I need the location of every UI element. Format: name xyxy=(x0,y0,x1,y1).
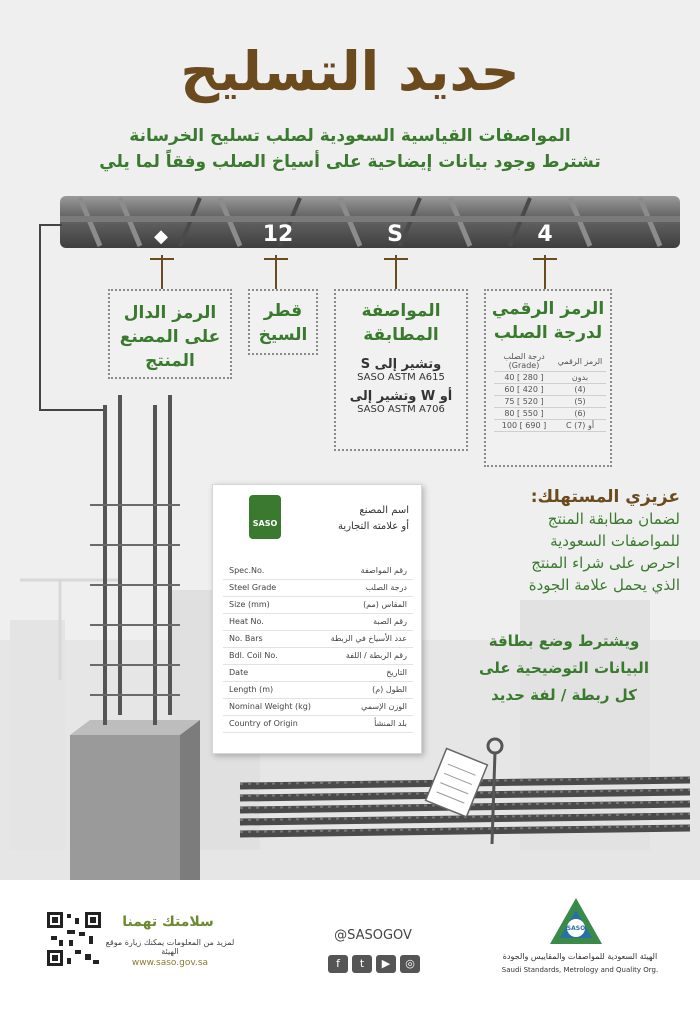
twitter-icon[interactable]: t xyxy=(352,955,372,973)
grade-cell: 40 [ 280 ] xyxy=(494,372,554,384)
requirement-line: ويشترط وضع بطاقة xyxy=(488,632,640,650)
card-row xyxy=(223,665,413,682)
card-row xyxy=(223,614,413,631)
bar-mark-spec: S xyxy=(387,222,403,247)
card-field-ar: الوزن الإسمي xyxy=(361,702,407,711)
instagram-icon[interactable]: ◎ xyxy=(400,955,420,973)
youtube-icon[interactable]: ▶ xyxy=(376,955,396,973)
diameter-label: قطر السيخ xyxy=(258,301,308,345)
card-field-en: Steel Grade xyxy=(229,583,277,592)
saso-quality-mark: SASO xyxy=(249,495,281,539)
social-handle[interactable]: @SASOGOV xyxy=(334,928,412,943)
slogan: سلامتك تهمنا xyxy=(122,914,214,930)
footer xyxy=(0,880,700,1024)
bar-mark-diameter: 12 xyxy=(262,222,294,247)
card-field-en: Spec.No. xyxy=(229,566,265,575)
grade-cell: 80 [ 550 ] xyxy=(494,408,554,420)
card-manufacturer-line2: أو علامته التجارية xyxy=(338,521,409,532)
box-diameter xyxy=(248,289,318,355)
card-field-ar: رقم المواصفة xyxy=(360,566,407,575)
website-link[interactable]: www.saso.gov.sa xyxy=(131,958,209,968)
card-row xyxy=(223,580,413,597)
advice-line: للمواصفات السعودية xyxy=(550,532,680,550)
card-field-ar: عدد الأسياخ في الربطة xyxy=(330,634,407,643)
card-field-ar: رقم الربطة / اللفة xyxy=(345,651,407,660)
spec-title: المواصفة المطابقة xyxy=(361,301,441,345)
card-field-en: Heat No. xyxy=(229,617,264,626)
card-field-ar: درجة الصلب xyxy=(365,583,407,592)
card-field-en: Country of Origin xyxy=(229,719,298,728)
spec-s-text: S وتشير إلى xyxy=(360,357,442,372)
column-rebar-cage xyxy=(60,395,200,880)
grade-code-cell: (5) xyxy=(554,396,606,408)
card-row xyxy=(223,682,413,699)
grade-code-cell: C أو (7) xyxy=(554,420,606,432)
grade-cell: 100 [ 690 ] xyxy=(494,420,554,432)
grade-title: الرمز الرقمي لدرجة الصلب xyxy=(491,299,605,343)
advice-line: احرص على شراء المنتج xyxy=(531,554,680,572)
qr-code-icon xyxy=(45,910,103,968)
card-manufacturer-line1: اسم المصنع xyxy=(359,505,409,516)
card-field-en: Length (m) xyxy=(229,685,274,694)
grade-col-code: الرمز الرقمي xyxy=(554,351,606,372)
grade-code-cell: (6) xyxy=(554,408,606,420)
requirement-line: كل ربطة / لفة حديد xyxy=(491,686,637,704)
requirement-line: البيانات التوضيحية على xyxy=(479,659,649,677)
card-field-ar: الطول (م) xyxy=(372,685,407,694)
spec-w-standard: SASO ASTM A706 xyxy=(357,404,445,415)
org-name-ar: الهيئة السعودية للمواصفات والمقاييس والجودة xyxy=(502,952,658,961)
manufacturer-symbol-label: الرمز الدال على المصنع المنتج xyxy=(119,303,221,371)
box-grade xyxy=(484,289,612,467)
grade-cell: 60 [ 420 ] xyxy=(494,384,554,396)
card-field-ar: التاريخ xyxy=(386,668,407,677)
grade-table xyxy=(494,351,606,432)
grade-code-cell: بدون xyxy=(554,372,606,384)
social-icons xyxy=(324,952,424,973)
card-field-ar: بلد المنشأ xyxy=(374,719,407,728)
advice-heading: عزيزي المستهلك: xyxy=(530,487,680,507)
card-field-ar: رقم الصبة xyxy=(373,617,407,626)
card-field-en: Date xyxy=(229,668,249,677)
card-field-en: Bdl. Coil No. xyxy=(229,651,278,660)
grade-code-cell: (4) xyxy=(554,384,606,396)
card-row xyxy=(223,631,413,648)
saso-logo-text: SASO xyxy=(566,925,586,932)
page-title: حديد التسليح xyxy=(180,40,520,103)
saso-logo-icon xyxy=(548,896,604,946)
box-spec xyxy=(334,289,468,451)
card-row xyxy=(223,699,413,716)
bar-mark-symbol: ◆ xyxy=(154,226,168,247)
subtitle-line-1: المواصفات القياسية السعودية لصلب تسليح الخرسانة xyxy=(129,126,571,146)
card-row xyxy=(223,563,413,580)
card-row xyxy=(223,648,413,665)
card-fields xyxy=(223,563,413,733)
card-field-en: Nominal Weight (kg) xyxy=(229,702,311,711)
card-field-en: No. Bars xyxy=(229,634,263,643)
spec-s-standard: SASO ASTM A615 xyxy=(357,372,445,383)
advice-line: الذي يحمل علامة الجودة xyxy=(528,576,680,594)
card-field-ar: المقاس (مم) xyxy=(363,600,407,609)
spec-w-text: أو W وتشير إلى xyxy=(349,389,453,404)
card-field-en: Size (mm) xyxy=(229,600,270,609)
rebar-bundle xyxy=(230,736,700,856)
org-name-en: Saudi Standards, Metrology and Quality Org. xyxy=(501,966,659,974)
consumer-advice xyxy=(460,486,680,596)
grade-cell: 75 [ 520 ] xyxy=(494,396,554,408)
bar-mark-grade: 4 xyxy=(537,222,553,247)
subtitle-line-2: تشترط وجود بيانات إيضاحية على أسياخ الصلب وفقاً لما يلي xyxy=(99,152,601,172)
requirement-text xyxy=(440,628,688,709)
box-manufacturer xyxy=(108,289,232,379)
card-row xyxy=(223,716,413,733)
more-info-text: لمزيد من المعلومات يمكنك زيارة موقع الهيئة xyxy=(105,938,235,956)
advice-line: لضمان مطابقة المنتج xyxy=(547,510,680,528)
facebook-icon[interactable]: f xyxy=(328,955,348,973)
data-card xyxy=(212,484,422,754)
card-row xyxy=(223,597,413,614)
grade-col-grade: درجة الصلب (Grade) xyxy=(494,351,554,372)
